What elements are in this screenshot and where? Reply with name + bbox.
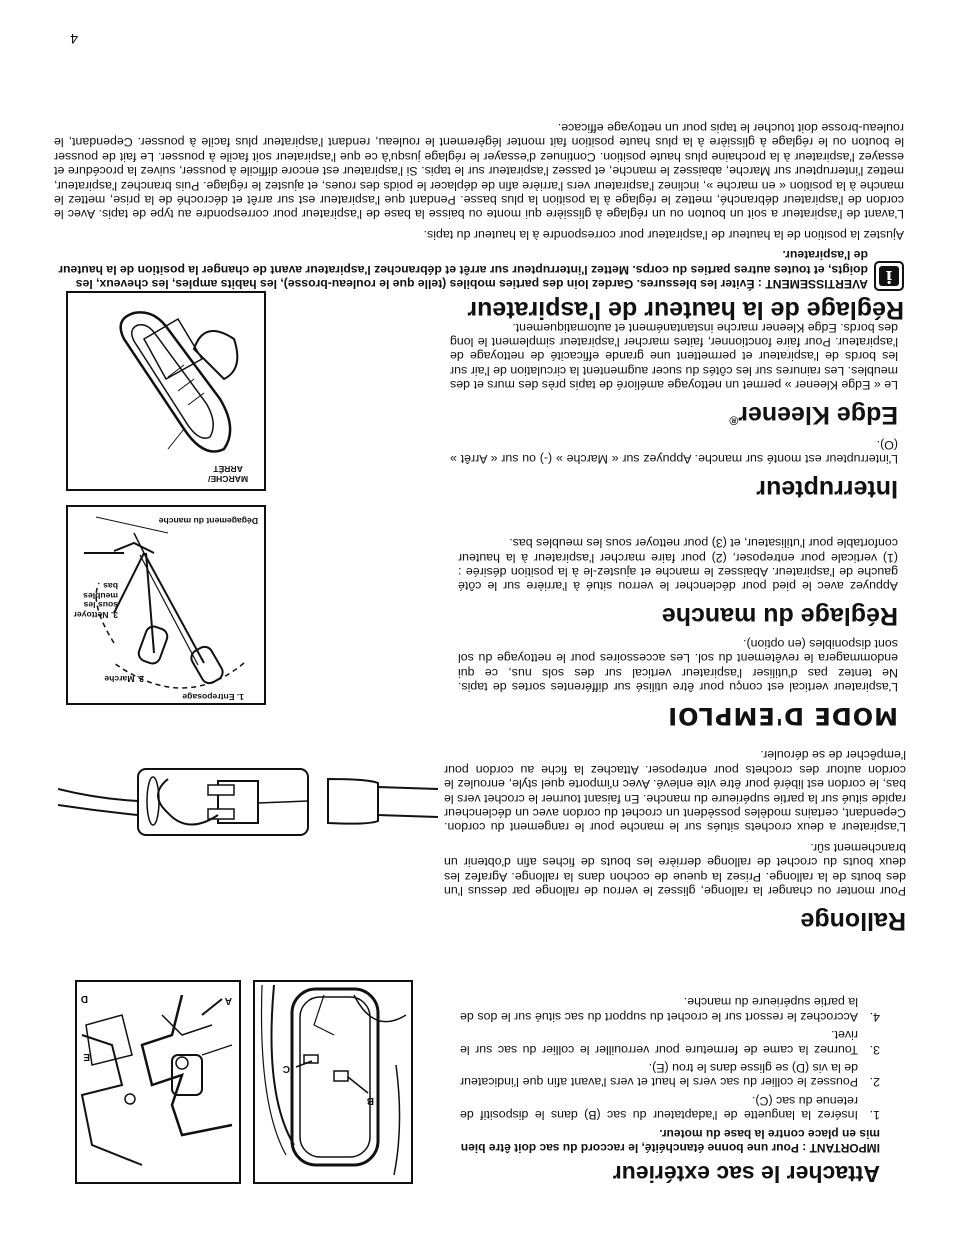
attach-bag-title: Attacher le sac extérieur [612,1161,880,1187]
label-switch: MARCHE/ ARRÊT [207,464,249,484]
extension-cord-figure [58,735,438,875]
step-item [460,1061,880,1090]
warning-text: AVERTISSEMENT : Éviter les blessures. Gardez loin des parties mobiles (telle que le rouleau-brosse), les habits amples, les cheveux, les doigts, et toutes autres parties du corps. Mettez l'interrupteur sur arrêt et débranchez l'aspirateur avant de changer la position de la hauteur de l'aspirateur. [58,248,868,291]
switch-title: Interrupteur [756,475,898,503]
rallonge-paragraph: L'aspirateur a deux crochets situés sur le manche pour le rangement du cordon. Cependant, certains modèles possèdent un crochet du cordon avec un déclencheur rapide situé sur la partie supérieure du manche. En faisant tourner le crochet vers le bas, le cordon est libéré pour être vite enlevé. Avec n'importe quel style, enroulez le cordon autour des crochets pour entreposer. Attachez la fiche au cordon pour l'empêcher de se dérouler. [444,748,906,835]
step-number: 2. [869,1075,880,1090]
page-number: 4 [70,31,78,47]
mode-paragraph: L'aspirateur vertical est conçu pour être utilisé sur différentes sortes de tapis. Ne tentez pas d'utiliser l'aspirateur vertical sur des sols nus, ce qui endommagera le revêtement du sol. Les accessoires pour le nettoyage du sol sont disponibles (en option). [458,636,898,694]
handle-positions-figure [66,505,266,705]
label-b: B [366,1095,374,1106]
important-text: Pour une bonne étanchéité, le raccord du sac doit être bien mis en place contre la base du moteur. [460,1126,880,1155]
step-number: 4. [869,1009,880,1024]
label-march: 2. Marche [104,674,144,684]
label-clean-under: 3. Nettoyer sous les meubles bas [73,581,118,620]
step-item [460,1028,880,1057]
mode-section [458,530,898,730]
bag-collar-figure [74,979,242,1185]
step-item [460,995,880,1024]
label-d: D [80,993,88,1004]
step-text: Accrochez le ressort sur le crochet du support du sac situé sur le dos de la partie supérieure du manche. [460,995,858,1024]
bag-adapter-figure [252,979,414,1185]
switch-section [450,314,898,503]
attach-bag-steps [460,995,880,1122]
extension-cord-drawing [58,735,438,875]
edge-kleener-title-text: Edge Kleener [738,401,898,430]
rallonge-title: Rallonge [800,907,906,935]
height-title: Réglage de la hauteur de l'aspirateur [467,296,904,324]
step-number: 3. [869,1042,880,1057]
label-handle-release: Dégagement du manche [158,516,258,526]
label-e: E [83,1051,90,1062]
label-a: A [224,995,232,1006]
warning-block [54,242,904,291]
step-text: Insérez la languette de l'adaptateur du sac (B) dans le dispositif de retenue du sac (C). [460,1093,858,1123]
important-note [460,1126,880,1155]
step-text: Tournez la came de fermeture pour verrouiller le collier du sac sur le rivet. [460,1028,858,1057]
handle-title: Réglage du manche [661,602,898,631]
height-paragraph: Ajustez la position de la hauteur de l'aspirateur pour correspondre à la hauteur du tapis. [423,227,904,242]
step-item [460,1093,880,1122]
info-icon: i [874,261,904,291]
height-section [54,115,904,323]
step-number: 1. [869,1108,880,1123]
bag-collar-drawing [74,979,242,1185]
height-paragraph: L'avant de l'aspirateur a soit un bouton ou un réglage à glissière qui monte ou baisse la base de l'aspirateur pour correspondre au type de tapis. Avec le cordon de l'aspirateur débranché, mettez le réglage à la position la plus basse. Pendant que l'aspirateur est sur arrêt et décroché de la prise, mettez le manche à la position « en marche », inclinez l'aspirateur vers l'arrière afin de déplacer le poids des roues, et ajustez le réglage. Puis branchez l'aspirateur, mettez l'interrupteur sur Marche, abaissez le manche, et passez l'aspirateur sur le tapis. Si l'aspirateur est encore difficile à pousser, suivez la procédure et essayez l'aspirateur à la prochaine plus haute position. Continuez d'essayer le réglage jusqu'à ce que l'aspirateur soit facile à pousser. Le fait de pousser le bouton ou le réglage à glissière à la plus haute position fait monter légèrement le rouleau, rendant l'aspirateur plus facile à pousser. Cependant, le rouleau-brosse doit toucher le tapis pour un nettoyage efficace. [54,120,904,222]
bag-adapter-drawing [252,979,414,1185]
registered-mark: ® [729,413,739,428]
rallonge-section [444,742,906,935]
switch-paragraph: L'interrupteur est monté sur manche. Appuyez sur « Marche » (-) ou sur « Arrêt » (O). [450,437,898,466]
handle-paragraph: Appuyez avec le pied pour déclencher le verrou situé à l'arrière sur le côté gauche de l'aspirateur. Abaissez le manche et ajustez-le à la position désirée : (1) verticale pour entreposer, (2) pour faire marcher l'aspirateur à la hauteur confortable pour l'utilisateur, et (3) pour nettoyer sous les meubles bas. [458,536,898,594]
edge-kleener-paragraph: Le « Edge Kleener » permet un nettoyage amélioré de tapis près des murs et des meubles. Les rainures sur les côtés du sucer augmentent la circulation de l'air sur les bords de l'aspirateur et permettent une grande efficacité de nettoyage de l'aspirateur. Pour faire fonctionner, faites marcher l'aspirateur simplement le long des bords. Edge Kleener marche instantanément et automatiquement. [450,320,898,393]
attach-bag-section [460,991,880,1187]
label-storage: 1. Entreposage [182,692,244,702]
mode-title: MODE D'EMPLOI [667,702,898,730]
step-text: Poussez le collier du sac vers le haut et vers l'avant afin que l'indicateur de la vis (D) se glisse dans le trou (E). [460,1060,858,1090]
important-label: IMPORTANT : [798,1141,880,1155]
edge-kleener-title [450,400,898,429]
label-c: C [282,1063,290,1074]
rallonge-paragraph: Pour monter ou changer la rallonge, glissez le verrou de rallonge par dessus l'un des bouts de la rallonge. Prisez la queue de cochon dans la rallonge. Agrafez les deux bouts du crochet de rallonge derrière les bouts de fiches afin d'obtenir un branchement sûr. [444,840,906,898]
